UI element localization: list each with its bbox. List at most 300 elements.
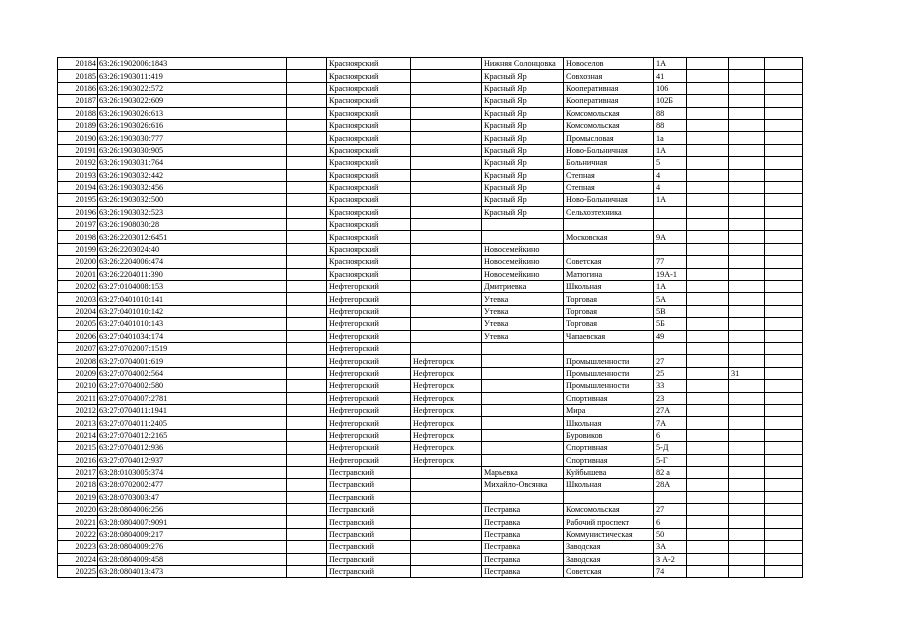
cadastral-number-cell: 63:27:0704012:936 — [98, 442, 287, 454]
extra-cell — [765, 82, 803, 94]
cadastral-number-cell: 63:27:0704011:1941 — [98, 404, 287, 416]
building-cell — [687, 318, 729, 330]
row-number-cell: 20212 — [58, 404, 98, 416]
apartment-cell — [729, 442, 765, 454]
street-cell: Ново-Больничная — [564, 144, 654, 156]
district-cell: Пестравский — [327, 479, 411, 491]
settlement-cell: Красный Яр — [482, 181, 564, 193]
street-cell: Степная — [564, 169, 654, 181]
street-cell: Торговая — [564, 318, 654, 330]
apartment-cell — [729, 566, 765, 578]
settlement-cell — [482, 380, 564, 392]
district-cell: Пестравский — [327, 491, 411, 503]
cadastral-number-cell: 63:27:0401010:143 — [98, 318, 287, 330]
row-number-cell: 20201 — [58, 268, 98, 280]
settlement-cell: Красный Яр — [482, 206, 564, 218]
building-cell — [687, 479, 729, 491]
district-cell: Пестравский — [327, 528, 411, 540]
settlement-cell: Пестравка — [482, 504, 564, 516]
settlement-cell: Красный Яр — [482, 107, 564, 119]
city-cell — [411, 256, 482, 268]
district-cell: Красноярский — [327, 194, 411, 206]
extra-cell — [765, 243, 803, 255]
building-cell — [687, 330, 729, 342]
street-cell: Чапаевская — [564, 330, 654, 342]
blank-cell-cell — [287, 281, 327, 293]
blank-cell-cell — [287, 157, 327, 169]
table-row — [58, 504, 803, 516]
street-cell: Промышленности — [564, 380, 654, 392]
apartment-cell — [729, 243, 765, 255]
table-row — [58, 219, 803, 231]
district-cell: Пестравский — [327, 466, 411, 478]
settlement-cell: Красный Яр — [482, 157, 564, 169]
apartment-cell — [729, 58, 765, 70]
city-cell: Нефтегорск — [411, 404, 482, 416]
table-row — [58, 392, 803, 404]
settlement-cell — [482, 392, 564, 404]
city-cell — [411, 194, 482, 206]
district-cell: Пестравский — [327, 553, 411, 565]
district-cell: Нефтегорский — [327, 392, 411, 404]
building-cell — [687, 442, 729, 454]
apartment-cell — [729, 281, 765, 293]
cadastral-number-cell: 63:27:0704012:2165 — [98, 429, 287, 441]
house-number-cell: 4 — [654, 181, 687, 193]
table-row — [58, 380, 803, 392]
apartment-cell — [729, 479, 765, 491]
street-cell: Промышленности — [564, 367, 654, 379]
apartment-cell — [729, 454, 765, 466]
city-cell: Нефтегорск — [411, 454, 482, 466]
apartment-cell — [729, 70, 765, 82]
settlement-cell: Нижняя Солонцовка — [482, 58, 564, 70]
house-number-cell: 1А — [654, 281, 687, 293]
building-cell — [687, 107, 729, 119]
blank-cell-cell — [287, 268, 327, 280]
table-row — [58, 367, 803, 379]
district-cell: Нефтегорский — [327, 293, 411, 305]
city-cell: Нефтегорск — [411, 355, 482, 367]
city-cell — [411, 293, 482, 305]
extra-cell — [765, 157, 803, 169]
settlement-cell: Пестравка — [482, 541, 564, 553]
cadastral-number-cell: 63:26:1903022:572 — [98, 82, 287, 94]
row-number-cell: 20197 — [58, 219, 98, 231]
building-cell — [687, 95, 729, 107]
house-number-cell: 27 — [654, 355, 687, 367]
street-cell — [564, 219, 654, 231]
blank-cell-cell — [287, 566, 327, 578]
cadastral-number-cell: 63:28:0703003:47 — [98, 491, 287, 503]
blank-cell-cell — [287, 58, 327, 70]
district-cell: Нефтегорский — [327, 429, 411, 441]
row-number-cell: 20187 — [58, 95, 98, 107]
district-cell: Красноярский — [327, 243, 411, 255]
cadastral-number-cell: 63:28:0804009:458 — [98, 553, 287, 565]
blank-cell-cell — [287, 404, 327, 416]
building-cell — [687, 70, 729, 82]
table-row — [58, 206, 803, 218]
house-number-cell: 3 А-2 — [654, 553, 687, 565]
cadastral-number-cell: 63:27:0704007:2781 — [98, 392, 287, 404]
house-number-cell: 19А-1 — [654, 268, 687, 280]
blank-cell-cell — [287, 107, 327, 119]
extra-cell — [765, 442, 803, 454]
blank-cell-cell — [287, 504, 327, 516]
blank-cell-cell — [287, 454, 327, 466]
city-cell — [411, 119, 482, 131]
settlement-cell: Красный Яр — [482, 132, 564, 144]
row-number-cell: 20195 — [58, 194, 98, 206]
house-number-cell: 74 — [654, 566, 687, 578]
row-number-cell: 20209 — [58, 367, 98, 379]
apartment-cell — [729, 181, 765, 193]
apartment-cell — [729, 107, 765, 119]
row-number-cell: 20208 — [58, 355, 98, 367]
building-cell — [687, 82, 729, 94]
table-row — [58, 82, 803, 94]
row-number-cell: 20219 — [58, 491, 98, 503]
row-number-cell: 20202 — [58, 281, 98, 293]
district-cell: Красноярский — [327, 58, 411, 70]
registry-table — [57, 57, 803, 578]
city-cell: Нефтегорск — [411, 392, 482, 404]
cadastral-number-cell: 63:26:1903032:500 — [98, 194, 287, 206]
cadastral-number-cell: 63:27:0702007:1519 — [98, 342, 287, 354]
house-number-cell: 27А — [654, 404, 687, 416]
apartment-cell — [729, 305, 765, 317]
city-cell — [411, 219, 482, 231]
city-cell — [411, 157, 482, 169]
extra-cell — [765, 305, 803, 317]
extra-cell — [765, 194, 803, 206]
building-cell — [687, 132, 729, 144]
city-cell — [411, 169, 482, 181]
row-number-cell: 20185 — [58, 70, 98, 82]
cadastral-number-cell: 63:27:0704011:2405 — [98, 417, 287, 429]
settlement-cell: Красный Яр — [482, 119, 564, 131]
street-cell: Спортивная — [564, 442, 654, 454]
district-cell: Нефтегорский — [327, 417, 411, 429]
cadastral-number-cell: 63:26:1903030:777 — [98, 132, 287, 144]
row-number-cell: 20186 — [58, 82, 98, 94]
district-cell: Красноярский — [327, 181, 411, 193]
district-cell: Пестравский — [327, 566, 411, 578]
extra-cell — [765, 454, 803, 466]
city-cell — [411, 318, 482, 330]
row-number-cell: 20203 — [58, 293, 98, 305]
city-cell: Нефтегорск — [411, 442, 482, 454]
extra-cell — [765, 553, 803, 565]
blank-cell-cell — [287, 553, 327, 565]
street-cell: Комсомольская — [564, 107, 654, 119]
settlement-cell: Пестравка — [482, 528, 564, 540]
settlement-cell: Красный Яр — [482, 144, 564, 156]
house-number-cell — [654, 243, 687, 255]
street-cell — [564, 243, 654, 255]
city-cell — [411, 281, 482, 293]
blank-cell-cell — [287, 330, 327, 342]
blank-cell-cell — [287, 466, 327, 478]
row-number-cell: 20205 — [58, 318, 98, 330]
cadastral-number-cell: 63:26:1903032:456 — [98, 181, 287, 193]
cadastral-number-cell: 63:26:2204006:474 — [98, 256, 287, 268]
extra-cell — [765, 132, 803, 144]
apartment-cell — [729, 219, 765, 231]
house-number-cell — [654, 491, 687, 503]
apartment-cell — [729, 318, 765, 330]
table-row — [58, 243, 803, 255]
city-cell — [411, 82, 482, 94]
extra-cell — [765, 479, 803, 491]
settlement-cell — [482, 429, 564, 441]
district-cell: Красноярский — [327, 107, 411, 119]
extra-cell — [765, 367, 803, 379]
extra-cell — [765, 206, 803, 218]
apartment-cell — [729, 169, 765, 181]
building-cell — [687, 58, 729, 70]
table-row — [58, 318, 803, 330]
street-cell: Совхозная — [564, 70, 654, 82]
cadastral-number-cell: 63:28:0804009:276 — [98, 541, 287, 553]
extra-cell — [765, 342, 803, 354]
apartment-cell — [729, 119, 765, 131]
street-cell: Заводская — [564, 541, 654, 553]
extra-cell — [765, 355, 803, 367]
city-cell — [411, 516, 482, 528]
apartment-cell — [729, 342, 765, 354]
blank-cell-cell — [287, 516, 327, 528]
cadastral-number-cell: 63:27:0704001:619 — [98, 355, 287, 367]
building-cell — [687, 243, 729, 255]
house-number-cell: 5-Г — [654, 454, 687, 466]
building-cell — [687, 380, 729, 392]
extra-cell — [765, 144, 803, 156]
city-cell — [411, 491, 482, 503]
cadastral-number-cell: 63:28:0804013:473 — [98, 566, 287, 578]
house-number-cell: 106 — [654, 82, 687, 94]
blank-cell-cell — [287, 392, 327, 404]
extra-cell — [765, 380, 803, 392]
building-cell — [687, 355, 729, 367]
apartment-cell — [729, 516, 765, 528]
settlement-cell: Михайло-Овсянка — [482, 479, 564, 491]
table-row — [58, 491, 803, 503]
row-number-cell: 20218 — [58, 479, 98, 491]
settlement-cell: Утевка — [482, 305, 564, 317]
blank-cell-cell — [287, 429, 327, 441]
extra-cell — [765, 466, 803, 478]
city-cell — [411, 566, 482, 578]
row-number-cell: 20200 — [58, 256, 98, 268]
table-row — [58, 119, 803, 131]
row-number-cell: 20211 — [58, 392, 98, 404]
house-number-cell: 1А — [654, 58, 687, 70]
house-number-cell: 7А — [654, 417, 687, 429]
extra-cell — [765, 231, 803, 243]
extra-cell — [765, 516, 803, 528]
table-row — [58, 442, 803, 454]
street-cell: Спортивная — [564, 454, 654, 466]
blank-cell-cell — [287, 380, 327, 392]
street-cell: Мира — [564, 404, 654, 416]
blank-cell-cell — [287, 70, 327, 82]
row-number-cell: 20207 — [58, 342, 98, 354]
row-number-cell: 20217 — [58, 466, 98, 478]
row-number-cell: 20222 — [58, 528, 98, 540]
blank-cell-cell — [287, 82, 327, 94]
table-row — [58, 281, 803, 293]
apartment-cell — [729, 417, 765, 429]
district-cell: Нефтегорский — [327, 367, 411, 379]
district-cell: Нефтегорский — [327, 318, 411, 330]
table-row — [58, 342, 803, 354]
building-cell — [687, 466, 729, 478]
district-cell: Пестравский — [327, 504, 411, 516]
cadastral-number-cell: 63:28:0804006:256 — [98, 504, 287, 516]
city-cell: Нефтегорск — [411, 380, 482, 392]
settlement-cell: Красный Яр — [482, 70, 564, 82]
settlement-cell — [482, 231, 564, 243]
apartment-cell — [729, 231, 765, 243]
row-number-cell: 20216 — [58, 454, 98, 466]
city-cell — [411, 132, 482, 144]
apartment-cell — [729, 541, 765, 553]
city-cell — [411, 541, 482, 553]
district-cell: Нефтегорский — [327, 330, 411, 342]
cadastral-number-cell: 63:26:1903026:613 — [98, 107, 287, 119]
table-row — [58, 429, 803, 441]
district-cell: Красноярский — [327, 256, 411, 268]
cadastral-number-cell: 63:26:1903032:442 — [98, 169, 287, 181]
apartment-cell — [729, 330, 765, 342]
building-cell — [687, 516, 729, 528]
blank-cell-cell — [287, 417, 327, 429]
district-cell: Нефтегорский — [327, 281, 411, 293]
city-cell — [411, 95, 482, 107]
house-number-cell: 41 — [654, 70, 687, 82]
district-cell: Красноярский — [327, 119, 411, 131]
apartment-cell — [729, 380, 765, 392]
extra-cell — [765, 219, 803, 231]
extra-cell — [765, 528, 803, 540]
row-number-cell: 20225 — [58, 566, 98, 578]
cadastral-number-cell: 63:27:0401034:174 — [98, 330, 287, 342]
row-number-cell: 20198 — [58, 231, 98, 243]
street-cell: Спортивная — [564, 392, 654, 404]
extra-cell — [765, 268, 803, 280]
row-number-cell: 20192 — [58, 157, 98, 169]
cadastral-number-cell: 63:26:1903030:905 — [98, 144, 287, 156]
table-row — [58, 566, 803, 578]
building-cell — [687, 553, 729, 565]
extra-cell — [765, 281, 803, 293]
cadastral-number-cell: 63:26:1903032:523 — [98, 206, 287, 218]
table-row — [58, 417, 803, 429]
building-cell — [687, 566, 729, 578]
house-number-cell: 49 — [654, 330, 687, 342]
blank-cell-cell — [287, 479, 327, 491]
street-cell: Буровиков — [564, 429, 654, 441]
city-cell — [411, 504, 482, 516]
settlement-cell: Пестравка — [482, 553, 564, 565]
apartment-cell — [729, 429, 765, 441]
table-row — [58, 553, 803, 565]
extra-cell — [765, 491, 803, 503]
row-number-cell: 20221 — [58, 516, 98, 528]
house-number-cell: 5-Д — [654, 442, 687, 454]
building-cell — [687, 268, 729, 280]
row-number-cell: 20206 — [58, 330, 98, 342]
street-cell: Заводская — [564, 553, 654, 565]
city-cell — [411, 70, 482, 82]
district-cell: Нефтегорский — [327, 454, 411, 466]
settlement-cell: Красный Яр — [482, 169, 564, 181]
extra-cell — [765, 107, 803, 119]
street-cell: Торговая — [564, 293, 654, 305]
house-number-cell: 28А — [654, 479, 687, 491]
settlement-cell: Красный Яр — [482, 82, 564, 94]
table-row — [58, 541, 803, 553]
row-number-cell: 20184 — [58, 58, 98, 70]
cadastral-number-cell: 63:26:1903026:616 — [98, 119, 287, 131]
district-cell: Пестравский — [327, 516, 411, 528]
district-cell: Красноярский — [327, 95, 411, 107]
street-cell: Промышленности — [564, 355, 654, 367]
blank-cell-cell — [287, 144, 327, 156]
settlement-cell — [482, 219, 564, 231]
row-number-cell: 20193 — [58, 169, 98, 181]
cadastral-number-cell: 63:26:1903031:764 — [98, 157, 287, 169]
extra-cell — [765, 70, 803, 82]
apartment-cell — [729, 95, 765, 107]
building-cell — [687, 429, 729, 441]
building-cell — [687, 119, 729, 131]
table-row — [58, 58, 803, 70]
cadastral-number-cell: 63:27:0704012:937 — [98, 454, 287, 466]
street-cell: Рабочий проспект — [564, 516, 654, 528]
building-cell — [687, 231, 729, 243]
extra-cell — [765, 95, 803, 107]
blank-cell-cell — [287, 243, 327, 255]
street-cell: Степная — [564, 181, 654, 193]
apartment-cell — [729, 144, 765, 156]
blank-cell-cell — [287, 169, 327, 181]
table-row — [58, 528, 803, 540]
district-cell: Пестравский — [327, 541, 411, 553]
cadastral-number-cell: 63:28:0702002:477 — [98, 479, 287, 491]
settlement-cell: Красный Яр — [482, 194, 564, 206]
table-row — [58, 293, 803, 305]
row-number-cell: 20199 — [58, 243, 98, 255]
street-cell: Комсомольская — [564, 119, 654, 131]
building-cell — [687, 392, 729, 404]
street-cell: Советская — [564, 256, 654, 268]
apartment-cell — [729, 392, 765, 404]
building-cell — [687, 206, 729, 218]
house-number-cell: 102Б — [654, 95, 687, 107]
cadastral-number-cell: 63:28:0804009:217 — [98, 528, 287, 540]
blank-cell-cell — [287, 119, 327, 131]
building-cell — [687, 417, 729, 429]
building-cell — [687, 256, 729, 268]
blank-cell-cell — [287, 194, 327, 206]
building-cell — [687, 144, 729, 156]
cadastral-number-cell: 63:28:0804007:9091 — [98, 516, 287, 528]
cadastral-number-cell: 63:26:1903011:419 — [98, 70, 287, 82]
city-cell — [411, 144, 482, 156]
